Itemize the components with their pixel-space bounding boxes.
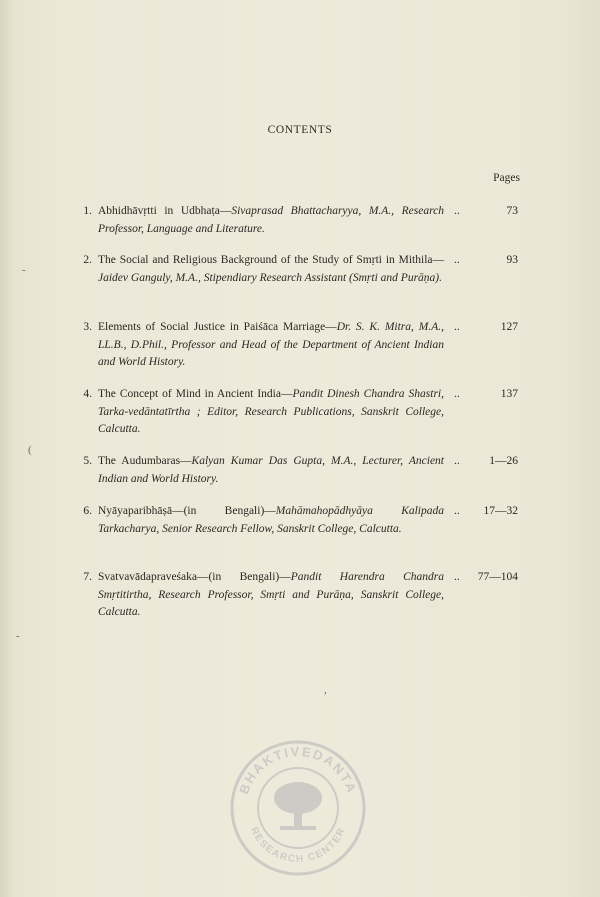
seal-bottom-text: RESEARCH CENTER xyxy=(247,825,349,866)
entry-author: Sivaprasad Bhattacharyya, M.A., Research Professor, Language and Literature. xyxy=(98,205,444,235)
entry-leader: .. xyxy=(454,254,460,266)
entry-subject: Elements of Social Justice in Paiśāca Marriage— xyxy=(98,321,337,333)
entry-number: 7. xyxy=(83,571,92,583)
entry-page: 1—26 xyxy=(489,455,518,467)
entry-number: 4. xyxy=(83,388,92,400)
entry-page: 137 xyxy=(500,388,518,400)
entry-number: 2. xyxy=(83,254,92,266)
entry-author: Pandit Harendra Chandra Smṛtitirtha, Research Professor, Smṛti and Purāṇa, Sanskrit College, Calcutta. xyxy=(98,571,444,618)
margin-mark: ( xyxy=(28,444,32,456)
entry-author: Dr. S. K. Mitra, M.A., LL.B., D.Phil., Professor and Head of the Department of Ancient Indian and World History. xyxy=(98,321,444,368)
seal-top-text: BHAKTIVEDANTA xyxy=(236,743,360,797)
entry-leader: .. xyxy=(454,455,460,467)
entry-number: 3. xyxy=(83,321,92,333)
entry-page: 73 xyxy=(506,205,518,217)
entry-subject: The Audumbaras— xyxy=(98,455,192,467)
entry-author: Pandit Dinesh Chandra Shastri, Tarka-vedāntatīrtha ; Editor, Research Publications, Sanskrit College, Calcutta. xyxy=(98,388,445,435)
entry-subject: Nyāyaparibhāṣā—(in Bengali)— xyxy=(98,505,276,517)
entry-number: 6. xyxy=(83,505,92,517)
svg-text:RESEARCH CENTER xyxy=(248,825,348,865)
entry-text xyxy=(98,386,444,439)
margin-mark: - xyxy=(22,264,26,276)
entry-text xyxy=(98,503,444,538)
entry-text xyxy=(98,252,444,287)
pages-column-label: Pages xyxy=(493,172,520,184)
entry-page: 77—104 xyxy=(477,571,518,583)
entry-leader: .. xyxy=(454,321,460,333)
contents-heading: CONTENTS xyxy=(267,124,333,136)
entry-leader: .. xyxy=(454,505,460,517)
entry-text xyxy=(98,319,444,372)
entry-page: 127 xyxy=(500,321,518,333)
margin-mark: - xyxy=(16,630,20,642)
entry-leader: .. xyxy=(454,388,460,400)
entry-text xyxy=(98,203,444,238)
entry-number: 1. xyxy=(83,205,92,217)
tree-icon xyxy=(274,782,322,830)
entry-subject: Abhidhāvṛtti in Udbhaṭa— xyxy=(98,205,232,217)
entry-subject: The Concept of Mind in Ancient India— xyxy=(98,388,293,400)
entry-page: 93 xyxy=(506,254,518,266)
entry-number: 5. xyxy=(83,455,92,467)
entry-text xyxy=(98,569,444,622)
entry-leader: .. xyxy=(454,205,460,217)
entry-author: Jaidev Ganguly, M.A., Stipendiary Research Assistant (Smṛti and Purāṇa). xyxy=(98,271,442,284)
entry-page: 17—32 xyxy=(483,505,518,517)
library-seal-stamp xyxy=(228,738,368,878)
entry-author: Kalyan Kumar Das Gupta, M.A., Lecturer, Ancient Indian and World History. xyxy=(98,455,444,485)
entry-text xyxy=(98,453,444,488)
entry-subject: Svatvavādapraveśaka—(in Bengali)— xyxy=(98,571,291,583)
entry-author: Mahāmahopādhyāya Kalipada Tarkacharya, Senior Research Fellow, Sanskrit College, Calcutta. xyxy=(98,505,445,535)
entry-subject: The Social and Religious Background of the Study of Smṛti in Mithila— xyxy=(98,254,444,266)
entry-leader: .. xyxy=(454,571,460,583)
margin-mark: , xyxy=(324,684,327,696)
